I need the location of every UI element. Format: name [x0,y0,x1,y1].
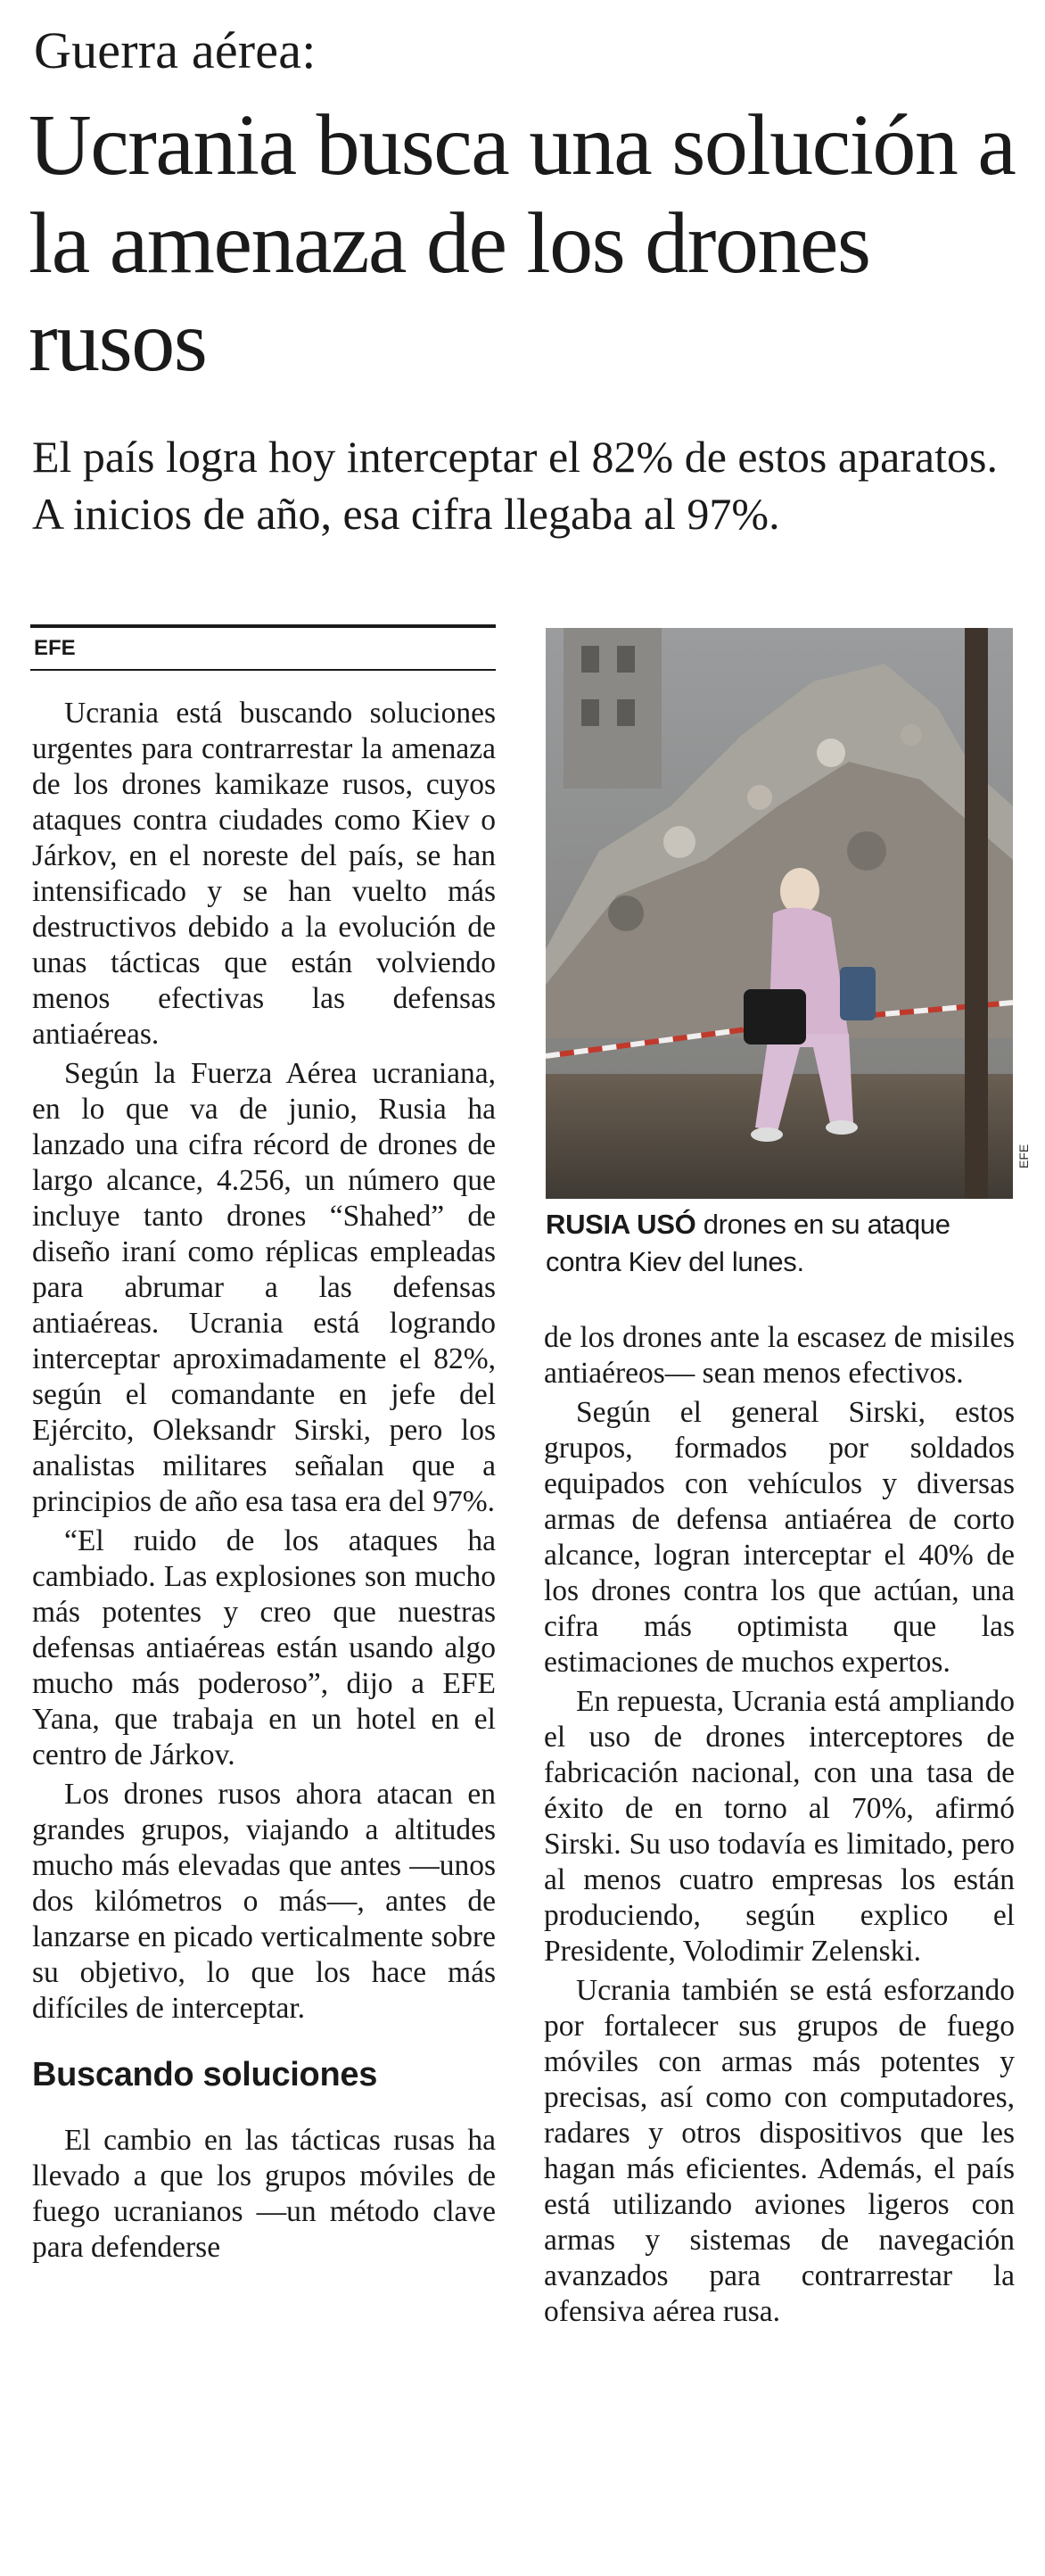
body-paragraph: Los drones rusos ahora atacan en grandes grupos, viajando a altitudes mucho más elevadas que antes —unos dos kilómetros o más—, antes de lanzarse en picado verticalmente sobre su objetivo, lo que los hace más difíciles de interceptar. [32,1778,496,2025]
body-paragraph: Ucrania también se está esforzando por fortalecer sus grupos de fuego móviles con armas más potentes y precisas, así como con computadores, radares y otros dispositivos que les hagan más eficientes. Además, el país está utilizando aviones ligeros con armas y sistemas de navegación avanzados para contrarrestar la ofensiva aérea rusa. [544,1974,1015,2328]
caption-lead: RUSIA USÓ [546,1209,696,1240]
article-subhead: El país logra hoy interceptar el 82% de estos aparatos. A inicios de año, esa cifra llegaba al 97%. [32,432,998,539]
caption-text: drones en su ataque contra Kiev del lunes. [546,1209,950,1277]
body-paragraph: Según el general Sirski, estos grupos, formados por soldados equipados con vehículos y diversas armas de defensa antiaérea de corto alcance, logran interceptar el 40% de los drones contra los que actúan, una cifra más optimista que las estimaciones de muchos expertos. [544,1396,1015,1679]
article-column-left [32,696,496,2269]
article-headline: Ucrania busca una solución a la amenaza de los drones rusos [29,97,1016,390]
body-paragraph: En repuesta, Ucrania está ampliando el uso de drones interceptores de fabricación nacional, con una tasa de éxito de en torno al 70%, afirmó Sirski. Su uso todavía es limitado, pero al menos cuatro empresas los están produciendo, según explico el Presidente, Volodimir Zelenski. [544,1685,1015,1968]
article-byline: EFE [34,636,76,660]
photo-illustration [546,628,1013,1199]
byline-bottom-rule [30,669,496,671]
body-paragraph: “El ruido de los ataques ha cambiado. Las explosiones son mucho más potentes y creo que nuestras defensas antiaéreas están usando algo mucho más poderoso”, dijo a EFE Yana, que trabaja en un hotel en el centro de Járkov. [32,1524,496,1771]
body-paragraph: Según la Fuerza Aérea ucraniana, en lo que va de junio, Rusia ha lanzado una cifra récord de drones de largo alcance, 4.256, un número que incluye tanto drones “Shahed” de diseño iraní como réplicas empleadas para abrumar a las defensas antiaéreas. Ucrania está logrando interceptar aproximadamente el 82%, según el comandante en jefe del Ejército, Oleksandr Sirski, pero los analistas militares señalan que a principios de año esa tasa era del 97%. [32,1057,496,1518]
body-paragraph: El cambio en las tácticas rusas ha llevado a que los grupos móviles de fuego ucranianos —un método clave para defenderse [32,2124,496,2264]
body-paragraph-continuation: de los drones ante la escasez de misiles antiaéreos— sean menos efectivos. [544,1321,1015,1390]
photo-credit: EFE [1016,1144,1031,1168]
section-heading: Buscando soluciones [32,2056,378,2093]
byline-top-rule [30,624,496,628]
article-kicker: Guerra aérea: [34,21,317,79]
body-paragraph: Ucrania está buscando soluciones urgentes para contrarrestar la amenaza de los drones kamikaze rusos, cuyos ataques contra ciudades como Kiev o Járkov, en el noreste del país, se han intensificado y se han vuelto más destructivos debido a la evolución de unas tácticas que están volviendo menos efectivas las defensas antiaéreas. [32,697,496,1051]
news-photo [546,628,1013,1199]
photo-caption [546,1206,1016,1281]
article-column-right [544,1320,1015,2333]
